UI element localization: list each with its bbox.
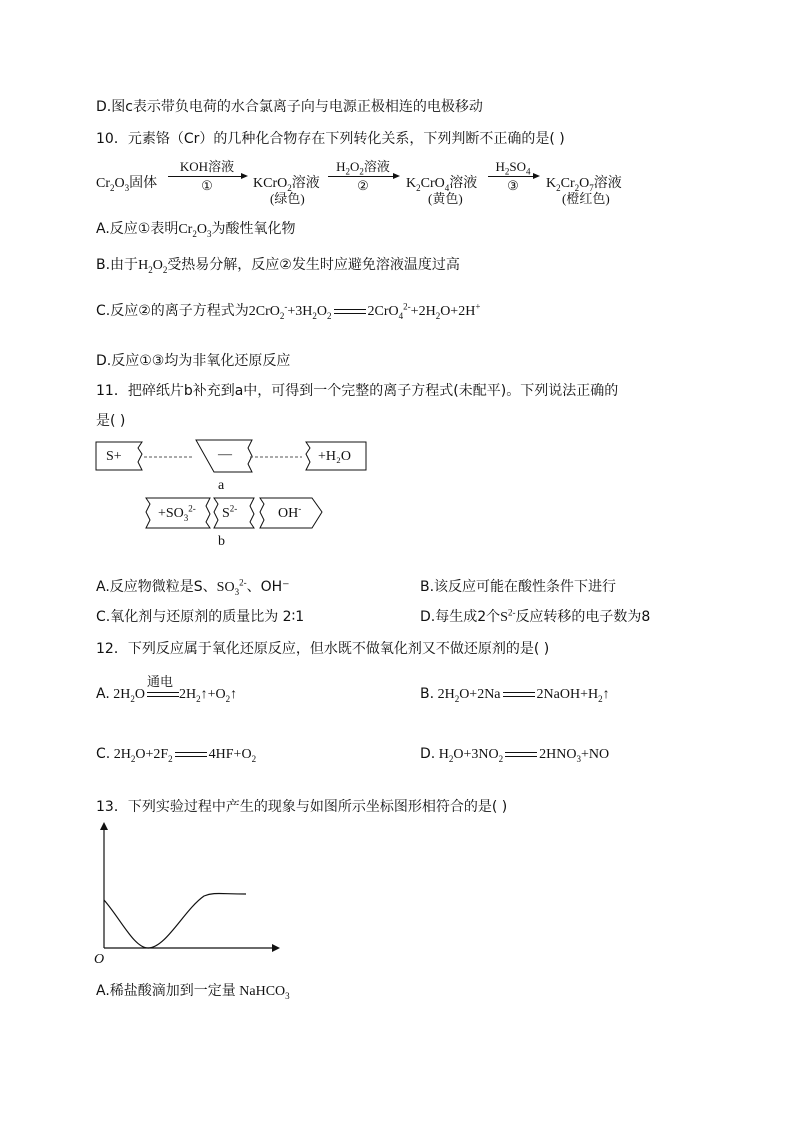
q13-option-a: A.稀盐酸滴加到一定量 NaHCO$_3$: [96, 983, 290, 1001]
piece-s2-label: $S^{2-}$: [222, 503, 238, 521]
curve: [104, 894, 246, 949]
q10-option-b: B.由于$H_2O_2$受热易分解，反应②发生时应避免溶液温度过高: [96, 257, 460, 275]
q9-option-d: D.图c表示带负电荷的水合氯离子向与电源正极相连的电极移动: [96, 99, 483, 115]
q10-option-c: C.反应②的离子方程式为$2CrO_2^-+3H_2O_2$ $2CrO_4^{2-}+2H_2O+2H^+$: [96, 301, 481, 321]
label-a: a: [218, 478, 225, 493]
q12-option-c: C. $2H_2O+2F_2$ $4HF+O_2$: [96, 746, 257, 764]
scheme-mid2-color: (黄色): [428, 191, 463, 206]
q12-stem: 12．下列反应属于氧化还原反应，但水既不做氧化剂又不做还原剂的是( ): [96, 641, 550, 657]
scheme-mid1-color: (绿色): [270, 191, 305, 206]
q11-option-a: A.反应物微粒是S、$SO_3^{2-}$、OH⁻: [96, 577, 290, 597]
scheme-arrow-1: KOH溶液 ①: [168, 160, 246, 193]
q10-option-d: D.反应①③均为非氧化还原反应: [96, 353, 291, 369]
y-axis-arrow: [100, 822, 108, 830]
q11-option-d: D.每生成2个$S^{2-}$反应转移的电子数为8: [420, 607, 651, 625]
q10-option-a: A.反应①表明$Cr_2O_3$为酸性氧化物: [96, 221, 296, 239]
piece-dash-label: —: [218, 447, 232, 462]
piece-oh-label: OH-: [278, 503, 302, 521]
scheme-start: $Cr_2O_3$固体: [96, 176, 158, 193]
q11-option-b: B.该反应可能在酸性条件下进行: [420, 579, 617, 595]
origin-label: O: [94, 952, 105, 967]
condition-electrolysis: 通电: [147, 675, 174, 690]
scheme-mid2: $K_2CrO_4$溶液: [406, 176, 478, 193]
q12-option-a: A. $2H_2O$ 通电 $2H_2↑+O_2↑$: [96, 686, 237, 703]
q10-stem: 10．元素铬（Cr）的几种化合物存在下列转化关系，下列判断不正确的是( ): [96, 131, 565, 147]
scheme-arrow-3: $H_2SO_4$ ③: [488, 160, 538, 193]
q11-stem-line2: 是( ): [96, 413, 126, 429]
scheme-end: $K_2Cr_2O_7$溶液: [546, 176, 622, 193]
piece-water-label: +H₂O: [318, 449, 351, 464]
q11-stem-line1: 11．把碎纸片b补充到a中，可得到一个完整的离子方程式(未配平)。下列说法正确的: [96, 383, 619, 399]
scheme-mid1: KCrO$_2$溶液: [253, 176, 320, 193]
q12-option-d: D. $H_2O+3NO_2$ $2HNO_3+NO$: [420, 746, 610, 764]
q13-stem: 13．下列实验过程中产生的现象与如图所示坐标图形相符合的是( ): [96, 799, 508, 815]
scheme-end-color: (橙红色): [562, 191, 610, 206]
q11-option-c: C.氧化剂与还原剂的质量比为 2∶1: [96, 609, 305, 625]
piece-s-label: S+: [106, 449, 122, 464]
q12-option-b: B. $2H_2O+2Na$ $2NaOH+H_2↑$: [420, 686, 610, 704]
piece-so3-label: $+SO_3^{2-}$: [158, 503, 196, 523]
scheme-arrow-2: $H_2O_2$溶液 ②: [328, 160, 398, 193]
q13-graph: [90, 818, 290, 968]
label-b: b: [218, 534, 225, 549]
x-axis-arrow: [272, 944, 280, 952]
